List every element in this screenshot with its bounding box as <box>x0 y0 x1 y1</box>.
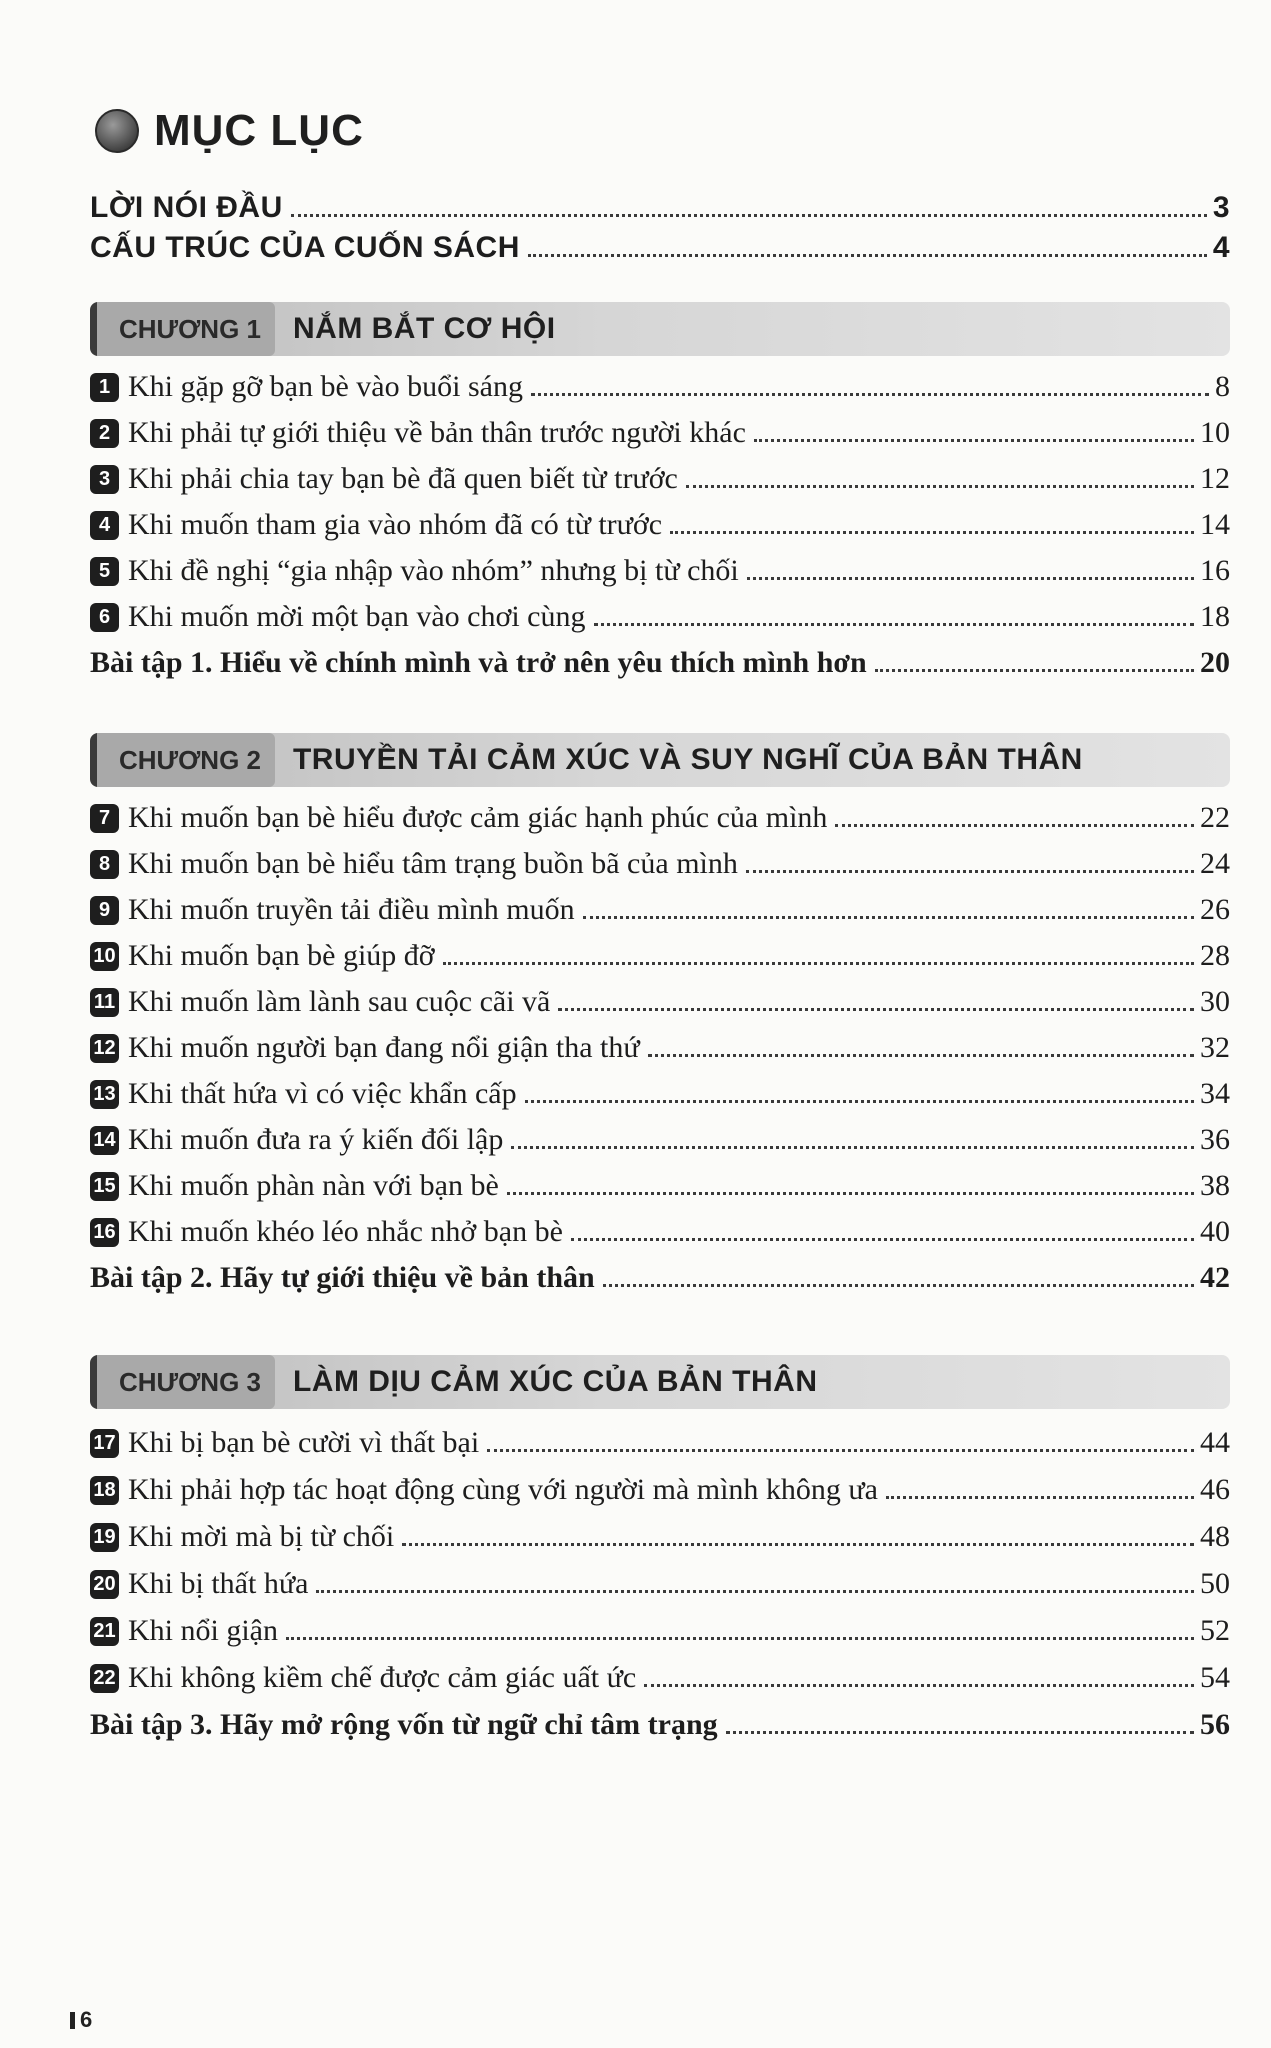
toc-entry-label: Khi mời mà bị từ chối <box>128 1520 395 1553</box>
chapter-header <box>90 1355 1230 1409</box>
toc-front-item[interactable] <box>90 227 1230 269</box>
page-marker-icon <box>70 2012 75 2029</box>
leader-dots <box>525 1100 1194 1103</box>
toc-page-number: 18 <box>1200 600 1230 633</box>
leader-dots <box>686 485 1194 488</box>
item-number-badge: 17 <box>90 1429 119 1458</box>
toc-entry-label: Khi bị thất hứa <box>128 1567 309 1600</box>
leader-dots <box>754 439 1194 442</box>
toc-item[interactable] <box>90 596 1230 638</box>
toc-item[interactable] <box>90 1422 1230 1464</box>
toc-page-number: 26 <box>1200 893 1230 926</box>
toc-entry-label: Khi nổi giận <box>128 1614 278 1647</box>
toc-item[interactable] <box>90 1073 1230 1115</box>
item-number-badge: 18 <box>90 1476 119 1505</box>
chapter-label: CHƯƠNG 1 <box>97 302 275 356</box>
item-number-badge: 19 <box>90 1523 119 1552</box>
leader-dots <box>594 623 1195 626</box>
toc-entry-label: Khi muốn bạn bè hiểu được cảm giác hạnh phúc của mình <box>128 801 828 834</box>
item-number-badge: 10 <box>90 942 119 971</box>
toc-exercise[interactable] <box>90 642 1230 684</box>
toc-entry-label: Khi muốn truyền tải điều mình muốn <box>128 893 575 926</box>
toc-item[interactable] <box>90 1119 1230 1161</box>
toc-page-number: 32 <box>1200 1031 1230 1064</box>
chapter-label: CHƯƠNG 3 <box>97 1355 275 1409</box>
item-number-badge: 5 <box>90 557 119 586</box>
toc-page-number: 48 <box>1200 1520 1230 1553</box>
toc-item[interactable] <box>90 1027 1230 1069</box>
toc-page-number: 14 <box>1200 508 1230 541</box>
toc-page-number: 24 <box>1200 847 1230 880</box>
leader-dots <box>507 1192 1194 1195</box>
toc-entry-label: Khi muốn bạn bè giúp đỡ <box>128 939 435 972</box>
toc-exercise[interactable] <box>90 1704 1230 1746</box>
chapter-header <box>90 302 1230 356</box>
leader-dots <box>583 916 1194 919</box>
item-number-badge: 8 <box>90 850 119 879</box>
toc-item[interactable] <box>90 366 1230 408</box>
item-number-badge: 22 <box>90 1664 119 1693</box>
leader-dots <box>886 1496 1194 1499</box>
toc-page-number: 28 <box>1200 939 1230 972</box>
toc-item[interactable] <box>90 981 1230 1023</box>
leader-dots <box>402 1543 1194 1546</box>
leader-dots <box>603 1284 1194 1287</box>
toc-entry-label: Khi muốn bạn bè hiểu tâm trạng buồn bã của mình <box>128 847 738 880</box>
toc-entry-label: Khi phải hợp tác hoạt động cùng với người mà mình không ưa <box>128 1473 878 1506</box>
toc-page-number: 52 <box>1200 1614 1230 1647</box>
item-number-badge: 6 <box>90 603 119 632</box>
toc-item[interactable] <box>90 1469 1230 1511</box>
toc-entry-label: Bài tập 2. Hãy tự giới thiệu về bản thân <box>90 1261 595 1294</box>
toc-page-number: 40 <box>1200 1215 1230 1248</box>
toc-entry-label: Khi thất hứa vì có việc khẩn cấp <box>128 1077 517 1110</box>
chapter-header <box>90 733 1230 787</box>
toc-item[interactable] <box>90 458 1230 500</box>
toc-page-number: 12 <box>1200 462 1230 495</box>
item-number-badge: 21 <box>90 1617 119 1646</box>
leader-dots <box>747 577 1194 580</box>
toc-page-number: 56 <box>1200 1708 1230 1741</box>
item-number-badge: 13 <box>90 1080 119 1109</box>
toc-entry-label: Khi muốn khéo léo nhắc nhở bạn bè <box>128 1215 563 1248</box>
toc-page-number: 36 <box>1200 1123 1230 1156</box>
item-number-badge: 16 <box>90 1218 119 1247</box>
item-number-badge: 11 <box>90 988 119 1017</box>
toc-page-number: 38 <box>1200 1169 1230 1202</box>
toc-page-number: 30 <box>1200 985 1230 1018</box>
toc-exercise[interactable] <box>90 1257 1230 1299</box>
toc-page-number: 3 <box>1212 191 1230 224</box>
leader-dots <box>648 1054 1194 1057</box>
item-number-badge: 20 <box>90 1570 119 1599</box>
leader-dots <box>528 254 1207 257</box>
toc-entry-label: Bài tập 1. Hiểu về chính mình và trở nên yêu thích mình hơn <box>90 646 867 679</box>
chapter-label: CHƯƠNG 2 <box>97 733 275 787</box>
toc-item[interactable] <box>90 1516 1230 1558</box>
leader-dots <box>835 824 1194 827</box>
toc-entry-label: Khi không kiềm chế được cảm giác uất ức <box>128 1661 637 1694</box>
toc-page-number: 20 <box>1200 646 1230 679</box>
leader-dots <box>875 669 1194 672</box>
item-number-badge: 4 <box>90 511 119 540</box>
leader-dots <box>644 1684 1194 1687</box>
leader-dots <box>316 1590 1194 1593</box>
toc-entry-label: Khi muốn phàn nàn với bạn bè <box>128 1169 499 1202</box>
toc-page-number: 54 <box>1200 1661 1230 1694</box>
toc-page-number: 8 <box>1215 370 1230 403</box>
circle-bullet-icon <box>95 109 139 153</box>
toc-page-number: 42 <box>1200 1261 1230 1294</box>
toc-page-number: 50 <box>1200 1567 1230 1600</box>
toc-item[interactable] <box>90 935 1230 977</box>
toc-item[interactable] <box>90 1657 1230 1699</box>
toc-entry-label: Khi muốn tham gia vào nhóm đã có từ trước <box>128 508 663 541</box>
leader-dots <box>746 870 1194 873</box>
toc-item[interactable] <box>90 889 1230 931</box>
toc-item[interactable] <box>90 843 1230 885</box>
page-number-value: 6 <box>80 2007 93 2032</box>
toc-page-number: 22 <box>1200 801 1230 834</box>
leader-dots <box>571 1238 1194 1241</box>
toc-item[interactable] <box>90 550 1230 592</box>
toc-entry-label: Khi muốn người bạn đang nổi giận tha thứ <box>128 1031 640 1064</box>
toc-item[interactable] <box>90 1165 1230 1207</box>
item-number-badge: 9 <box>90 896 119 925</box>
toc-page-number: 46 <box>1200 1473 1230 1506</box>
leader-dots <box>531 393 1209 396</box>
item-number-badge: 7 <box>90 804 119 833</box>
leader-dots <box>511 1146 1194 1149</box>
leader-dots <box>443 962 1194 965</box>
toc-entry-label: Khi phải tự giới thiệu về bản thân trước người khác <box>128 416 746 449</box>
item-number-badge: 15 <box>90 1172 119 1201</box>
toc-entry-label: Khi gặp gỡ bạn bè vào buổi sáng <box>128 370 523 403</box>
toc-entry-label: Khi muốn mời một bạn vào chơi cùng <box>128 600 586 633</box>
toc-heading <box>95 100 364 162</box>
chapter-title: LÀM DỊU CẢM XÚC CỦA BẢN THÂN <box>292 1365 818 1398</box>
item-number-badge: 1 <box>90 373 119 402</box>
toc-item[interactable] <box>90 797 1230 839</box>
leader-dots <box>670 531 1194 534</box>
toc-page-number: 34 <box>1200 1077 1230 1110</box>
page-title: MỤC LỤC <box>154 106 364 155</box>
toc-entry-label: CẤU TRÚC CỦA CUỐN SÁCH <box>90 231 520 264</box>
toc-page-number: 44 <box>1200 1426 1230 1459</box>
toc-entry-label: Khi bị bạn bè cười vì thất bại <box>128 1426 480 1459</box>
toc-page-number: 4 <box>1212 231 1230 264</box>
toc-entry-label: Khi muốn đưa ra ý kiến đối lập <box>128 1123 504 1156</box>
toc-entry-label: Khi muốn làm lành sau cuộc cãi vã <box>128 985 551 1018</box>
page-number <box>70 2007 92 2033</box>
chapter-title: NẮM BẮT CƠ HỘI <box>292 312 556 345</box>
toc-item[interactable] <box>90 412 1230 454</box>
item-number-badge: 12 <box>90 1034 119 1063</box>
leader-dots <box>291 214 1207 217</box>
item-number-badge: 2 <box>90 419 119 448</box>
leader-dots <box>558 1008 1194 1011</box>
toc-item[interactable] <box>90 1211 1230 1253</box>
toc-entry-label: LỜI NÓI ĐẦU <box>90 191 283 224</box>
leader-dots <box>286 1637 1194 1640</box>
toc-entry-label: Khi đề nghị “gia nhập vào nhóm” nhưng bị từ chối <box>128 554 739 587</box>
chapter-title: TRUYỀN TẢI CẢM XÚC VÀ SUY NGHĨ CỦA BẢN THÂN <box>292 743 1083 776</box>
toc-entry-label: Khi phải chia tay bạn bè đã quen biết từ trước <box>128 462 678 495</box>
toc-entry-label: Bài tập 3. Hãy mở rộng vốn từ ngữ chỉ tâm trạng <box>90 1708 718 1741</box>
leader-dots <box>487 1449 1194 1452</box>
toc-front-item[interactable] <box>90 187 1230 229</box>
toc-page-number: 10 <box>1200 416 1230 449</box>
toc-item[interactable] <box>90 1610 1230 1652</box>
leader-dots <box>726 1731 1194 1734</box>
toc-item[interactable] <box>90 1563 1230 1605</box>
toc-item[interactable] <box>90 504 1230 546</box>
item-number-badge: 3 <box>90 465 119 494</box>
item-number-badge: 14 <box>90 1126 119 1155</box>
toc-page-number: 16 <box>1200 554 1230 587</box>
